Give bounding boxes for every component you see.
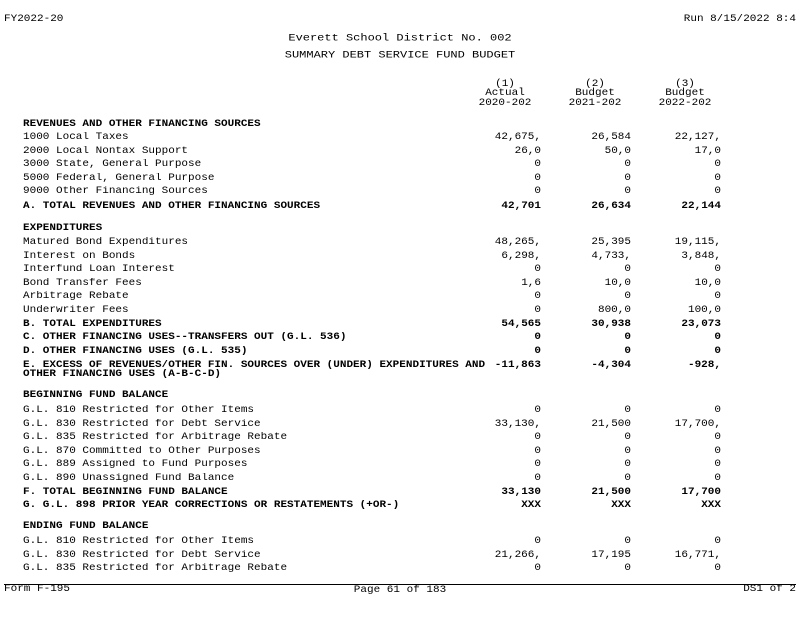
row-label: 3000 State, General Purpose xyxy=(23,159,202,170)
row-label: G.L. 870 Committed to Other Purposes xyxy=(23,445,261,457)
row-value-v2: -4,304 xyxy=(591,360,631,371)
row-value-v2: 0 xyxy=(624,264,631,275)
row-label: Bond Transfer Fees xyxy=(23,277,142,289)
row-value-v1: 0 xyxy=(534,305,541,316)
row-value-v2: 25,395 xyxy=(591,237,631,248)
row-value-v2: 800,0 xyxy=(597,305,631,316)
row-label: Interest on Bonds xyxy=(23,250,136,262)
report-title: SUMMARY DEBT SERVICE FUND BUDGET xyxy=(284,48,516,62)
row-value-v1: 42,675, xyxy=(494,132,541,143)
row-value-v2: 0 xyxy=(624,432,631,443)
row-label: 1000 Local Taxes xyxy=(23,132,129,143)
row-value-v1: 0 xyxy=(534,459,541,470)
row-value-v1: 54,565 xyxy=(501,319,541,330)
row-value-v2: 0 xyxy=(624,159,631,170)
row-label: D. OTHER FINANCING USES (G.L. 535) xyxy=(23,346,248,357)
row-value-v3: XXX xyxy=(701,500,721,511)
row-value-v2: 17,195 xyxy=(591,549,631,561)
row-value-v3: 16,771, xyxy=(674,549,721,561)
row-value-v1: 21,266, xyxy=(494,549,541,561)
row-label: F. TOTAL BEGINNING FUND BALANCE xyxy=(23,487,228,498)
form-number: Form F-195 xyxy=(4,584,71,595)
row-value-v1: 0 xyxy=(534,264,541,275)
row-value-v3: 0 xyxy=(714,346,721,357)
row-value-v1: -11,863 xyxy=(494,360,541,371)
row-value-v1: 6,298, xyxy=(501,250,541,262)
row-value-v2: 21,500 xyxy=(591,487,631,498)
row-label: G.L. 830 Restricted for Debt Service xyxy=(23,549,261,561)
row-value-v2: 0 xyxy=(624,445,631,457)
row-label: G.L. 889 Assigned to Fund Purposes xyxy=(23,459,248,470)
row-value-v2: 10,0 xyxy=(604,277,631,289)
row-value-v2: 0 xyxy=(624,291,631,302)
row-label: G.L. 810 Restricted for Other Items xyxy=(23,405,255,416)
row-value-v3: 17,0 xyxy=(694,145,721,157)
row-label: Arbitrage Rebate xyxy=(23,291,129,302)
row-value-v3: 0 xyxy=(714,563,721,574)
row-value-v1: 0 xyxy=(534,445,541,457)
ending-section-header: ENDING FUND BALANCE xyxy=(23,521,149,532)
row-label: 9000 Other Financing Sources xyxy=(23,186,208,197)
col3-number: (3) xyxy=(675,78,695,90)
row-value-v3: 22,127, xyxy=(674,132,721,143)
col1-type: Actual xyxy=(485,87,525,99)
row-value-v3: 0 xyxy=(714,172,721,184)
row-value-v1: 48,265, xyxy=(494,237,541,248)
row-label: G.L. 830 Restricted for Debt Service xyxy=(23,418,261,430)
row-value-v1: 33,130, xyxy=(494,418,541,430)
row-value-v3: 17,700, xyxy=(674,418,721,430)
row-label: E. EXCESS OF REVENUES/OTHER FIN. SOURCES OVER (UNDER) EXPENDITURES AND xyxy=(23,360,486,371)
row-value-v1: 0 xyxy=(534,186,541,197)
row-value-v2: 0 xyxy=(624,473,631,484)
row-value-v1: 26,0 xyxy=(514,145,541,157)
row-value-v1: 0 xyxy=(534,346,541,357)
row-label: G.L. 835 Restricted for Arbitrage Rebate xyxy=(23,432,288,443)
row-label: Underwriter Fees xyxy=(23,305,129,316)
fiscal-year: FY2022-20 xyxy=(4,14,64,25)
row-label: G.L. 835 Restricted for Arbitrage Rebate xyxy=(23,563,288,574)
row-value-v3: 23,073 xyxy=(681,319,721,330)
row-label: 2000 Local Nontax Support xyxy=(23,145,189,157)
row-label: Matured Bond Expenditures xyxy=(23,237,189,248)
row-label: C. OTHER FINANCING USES--TRANSFERS OUT (G.L. 536) xyxy=(23,332,347,343)
district-name: Everett School District No. 002 xyxy=(288,31,512,45)
row-value-v3: 0 xyxy=(714,459,721,470)
row-label-continued: OTHER FINANCING USES (A-B-C-D) xyxy=(23,369,222,380)
col2-number: (2) xyxy=(585,78,605,90)
row-value-v2: 0 xyxy=(624,346,631,357)
row-value-v1: 1,6 xyxy=(521,277,541,289)
beginning-section-header: BEGINNING FUND BALANCE xyxy=(23,390,169,401)
row-value-v1: 0 xyxy=(534,473,541,484)
row-value-v1: 0 xyxy=(534,405,541,416)
row-value-v3: 10,0 xyxy=(694,277,721,289)
row-value-v2: 0 xyxy=(624,405,631,416)
row-value-v1: XXX xyxy=(521,500,541,511)
row-value-v2: 0 xyxy=(624,332,631,343)
row-value-v1: 33,130 xyxy=(501,487,541,498)
col3-type: Budget xyxy=(665,87,705,99)
row-label: G.L. 890 Unassigned Fund Balance xyxy=(23,473,235,484)
run-date: Run 8/15/2022 8:4 xyxy=(683,14,796,25)
row-value-v1: 42,701 xyxy=(501,201,541,212)
row-value-v1: 0 xyxy=(534,159,541,170)
row-value-v1: 0 xyxy=(534,536,541,547)
row-value-v2: 26,634 xyxy=(591,201,631,212)
row-value-v3: 19,115, xyxy=(674,237,721,248)
row-value-v2: 50,0 xyxy=(604,145,631,157)
row-label: G.L. 810 Restricted for Other Items xyxy=(23,536,255,547)
row-value-v3: 0 xyxy=(714,473,721,484)
row-value-v2: 21,500 xyxy=(591,418,631,430)
row-value-v2: 0 xyxy=(624,172,631,184)
row-value-v1: 0 xyxy=(534,172,541,184)
row-value-v2: 4,733, xyxy=(591,250,631,262)
col1-number: (1) xyxy=(495,78,515,90)
revenues-section-header: REVENUES AND OTHER FINANCING SOURCES xyxy=(23,119,261,130)
row-label: B. TOTAL EXPENDITURES xyxy=(23,319,162,330)
row-value-v3: 0 xyxy=(714,332,721,343)
row-label: 5000 Federal, General Purpose xyxy=(23,172,215,184)
row-value-v2: 30,938 xyxy=(591,319,631,330)
row-value-v2: 0 xyxy=(624,459,631,470)
row-value-v3: 3,848, xyxy=(681,250,721,262)
row-value-v3: 22,144 xyxy=(681,201,721,212)
row-label: G. G.L. 898 PRIOR YEAR CORRECTIONS OR RESTATEMENTS (+OR-) xyxy=(23,500,400,511)
col1-year: 2020-202 xyxy=(478,97,532,109)
row-value-v2: XXX xyxy=(611,500,631,511)
row-value-v2: 26,584 xyxy=(591,132,631,143)
row-value-v1: 0 xyxy=(534,563,541,574)
row-label: Interfund Loan Interest xyxy=(23,264,175,275)
row-value-v3: 0 xyxy=(714,291,721,302)
col2-year: 2021-202 xyxy=(568,97,622,109)
page-number: Page 61 of 183 xyxy=(353,584,447,596)
row-value-v3: 0 xyxy=(714,432,721,443)
row-value-v3: 0 xyxy=(714,264,721,275)
row-value-v3: 0 xyxy=(714,405,721,416)
row-label: A. TOTAL REVENUES AND OTHER FINANCING SOURCES xyxy=(23,201,321,212)
row-value-v1: 0 xyxy=(534,332,541,343)
row-value-v1: 0 xyxy=(534,432,541,443)
row-value-v3: 0 xyxy=(714,536,721,547)
expenditures-section-header: EXPENDITURES xyxy=(23,223,103,234)
row-value-v3: -928, xyxy=(687,360,721,371)
row-value-v1: 0 xyxy=(534,291,541,302)
row-value-v2: 0 xyxy=(624,536,631,547)
col2-type: Budget xyxy=(575,87,615,99)
row-value-v3: 100,0 xyxy=(687,305,721,316)
row-value-v2: 0 xyxy=(624,563,631,574)
col3-year: 2022-202 xyxy=(658,97,712,109)
form-code: DS1 of 2 xyxy=(743,584,796,595)
row-value-v3: 0 xyxy=(714,445,721,457)
row-value-v2: 0 xyxy=(624,186,631,197)
row-value-v3: 0 xyxy=(714,186,721,197)
row-value-v3: 17,700 xyxy=(681,487,721,498)
row-value-v3: 0 xyxy=(714,159,721,170)
